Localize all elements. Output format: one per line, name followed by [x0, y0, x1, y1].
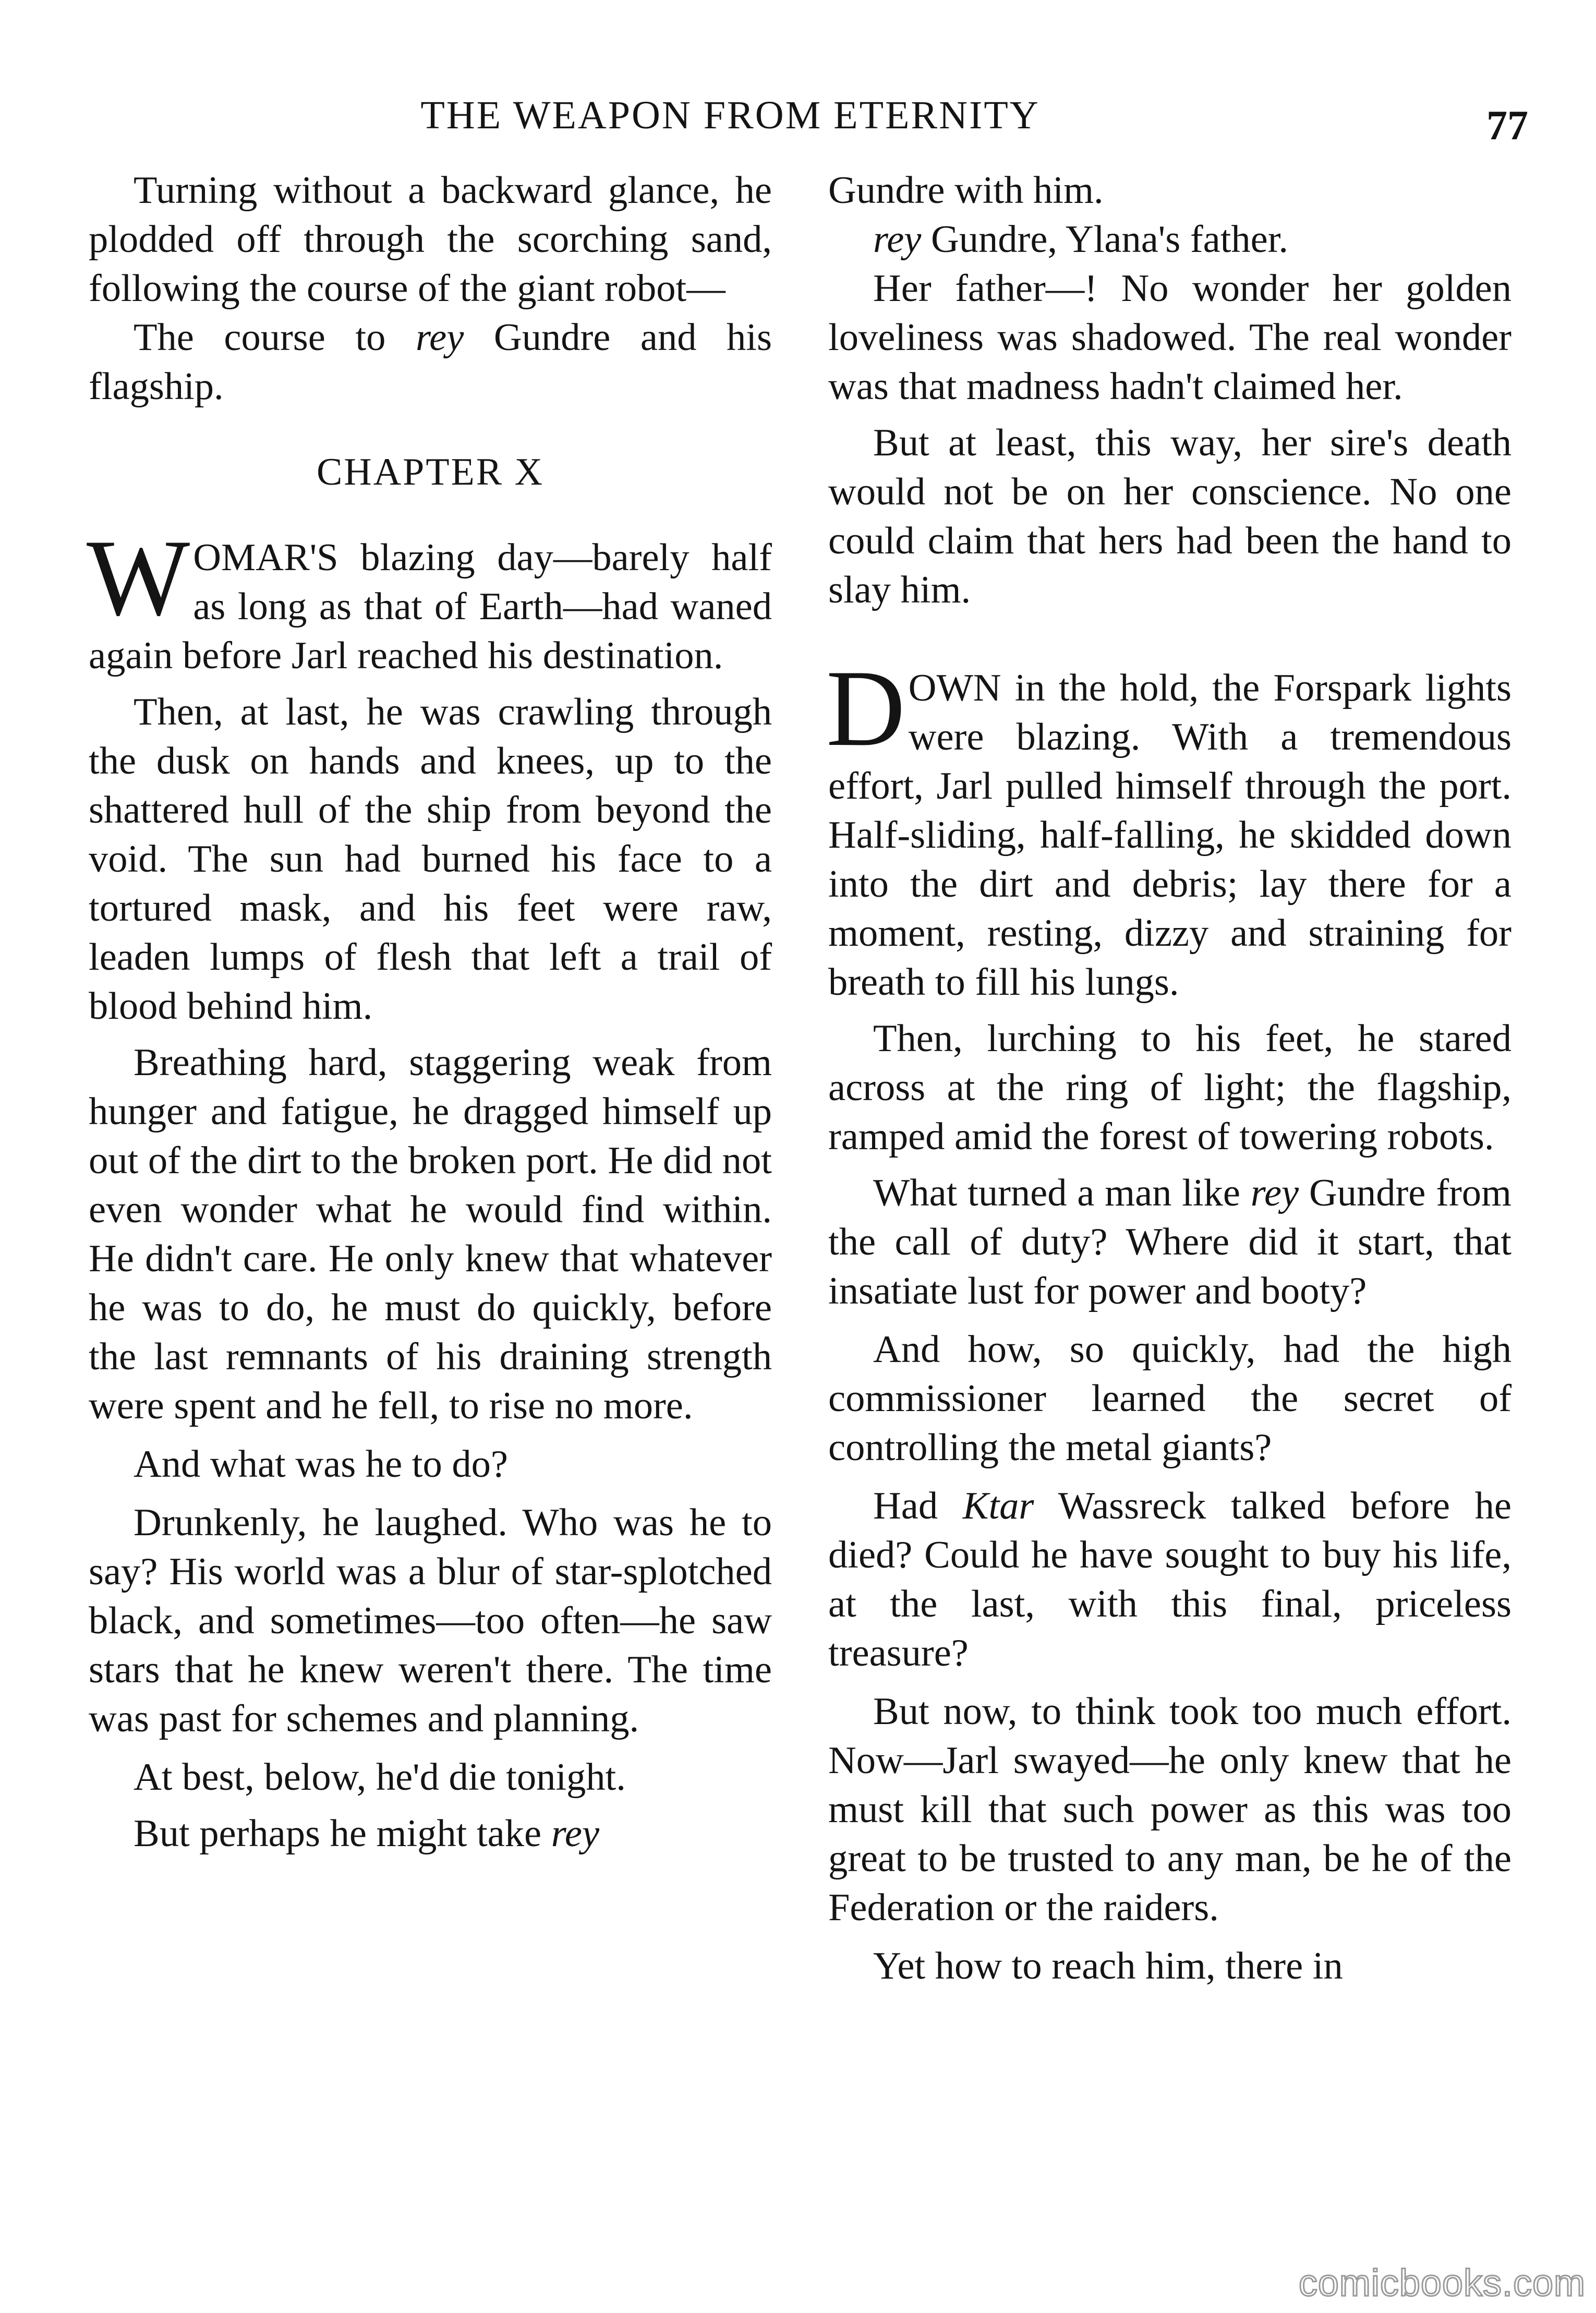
- paragraph: What turned a man like rey Gundre from the call of duty? Where did it start, that insatiate lust for power and booty?: [828, 1172, 1512, 1312]
- dropcap-paragraph: WOMAR'S blazing day—barely half as long as that of Earth—had waned again before Jarl reached his destination.: [87, 517, 772, 677]
- paragraph: Then, lurching to his feet, he stared across at the ring of light; the flagship, ramped amid the forest of towering robots.: [828, 1017, 1512, 1158]
- paragraph: But perhaps he might take rey: [134, 1812, 600, 1855]
- drop-cap-letter: W: [87, 517, 190, 639]
- paragraph: Breathing hard, staggering weak from hunger and fatigue, he dragged himself up out of the dirt to the broken port. He did not even wonder what he would find within. He didn't care. He only knew that whatever he was to do, he must do quickly, before the last remnants of his draining strength were spent and he fell, to rise no more.: [89, 1041, 772, 1427]
- paragraph: Gundre with him.: [828, 169, 1104, 212]
- page-number: 77: [1486, 103, 1528, 149]
- paragraph: Had Ktar Wassreck talked before he died? Could he have sought to buy his life, at the last, with this final, priceless treasure?: [828, 1485, 1512, 1674]
- paragraph: And what was he to do?: [134, 1443, 508, 1486]
- paragraph: Yet how to reach him, there in: [873, 1945, 1343, 1987]
- drop-cap-letter: D: [826, 648, 905, 769]
- right-column: [828, 166, 1512, 1991]
- left-column: [89, 166, 772, 1858]
- paragraph: Then, at last, he was crawling through the dusk on hands and knees, up to the shattered hull of the ship from beyond the void. The sun had burned his face to a tortured mask, and his feet were raw, leaden lumps of flesh that left a trail of blood behind him.: [89, 691, 772, 1028]
- dropcap-paragraph: DOWN in the hold, the Forspark lights were blazing. With a tremendous effort, Jarl pulled himself through the port. Half-sliding, half-falling, he skidded down into the dirt and debris; lay there for a moment, resting, dizzy and straining for breath to fill his lungs.: [826, 648, 1512, 1004]
- paragraph: Her father—! No wonder her golden loveliness was shadowed. The real wonder was that madness hadn't claimed her.: [828, 267, 1512, 408]
- paragraph: The course to rey Gundre and his flagship.: [89, 316, 772, 408]
- paragraph: Turning without a backward glance, he plodded off through the scorching sand, following the course of the giant robot—: [89, 169, 772, 310]
- paragraph: But at least, this way, her sire's death would not be on her conscience. No one could claim that hers had been the hand to slay him.: [828, 421, 1512, 611]
- chapter-heading: CHAPTER X: [316, 451, 545, 493]
- section-break: [828, 615, 1512, 664]
- paragraph: And how, so quickly, had the high commissioner learned the secret of controlling the metal giants?: [828, 1328, 1512, 1469]
- paragraph: Drunkenly, he laughed. Who was he to say? His world was a blur of star-splotched black, and sometimes—too often—he saw stars that he knew weren't there. The time was past for schemes and planning.: [89, 1501, 772, 1740]
- page-header: [0, 78, 1596, 149]
- paragraph: But now, to think took too much effort. Now—Jarl swayed—he only knew that he must kill that such power as this was too great to be trusted to any man, be he of the Federation or the raiders.: [828, 1690, 1512, 1929]
- running-title: THE WEAPON FROM ETERNITY: [420, 93, 1040, 137]
- paragraph: At best, below, he'd die tonight.: [134, 1756, 626, 1799]
- watermark: comicbooks.com: [1298, 2262, 1586, 2304]
- paragraph: rey Gundre, Ylana's father.: [873, 218, 1289, 261]
